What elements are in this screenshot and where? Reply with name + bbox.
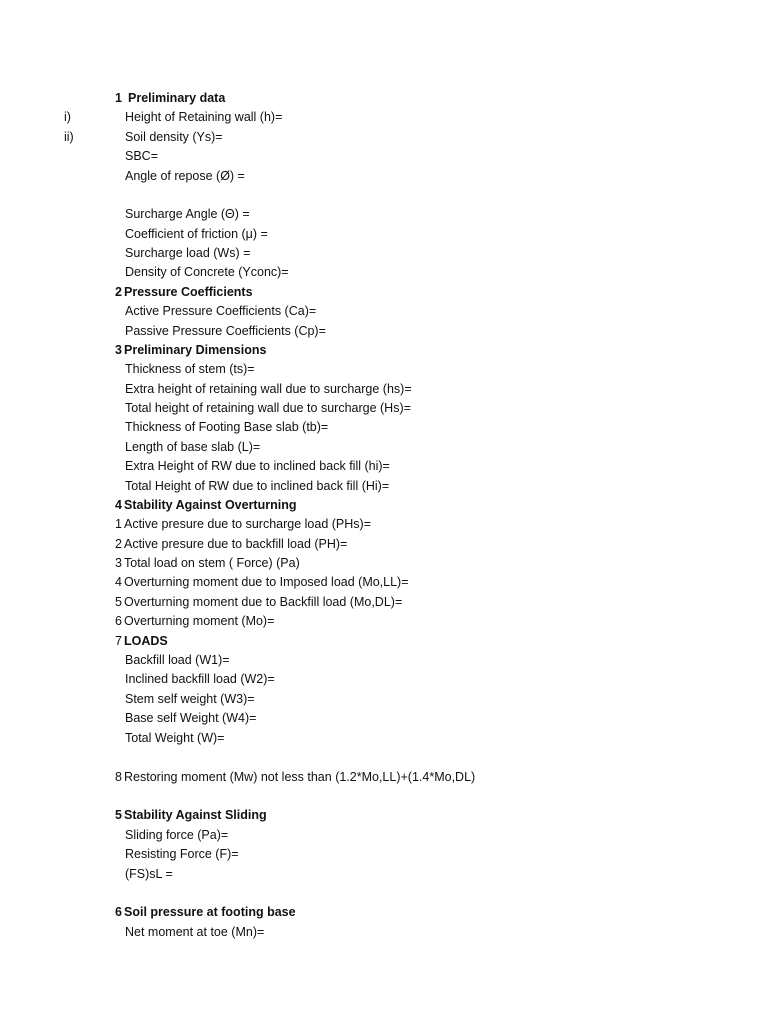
line-text: Inclined backfill load (W2)= [125,672,275,686]
line-text: Overturning moment (Mo)= [124,614,275,628]
roman-label: i) [64,110,71,124]
item-number: 4 [115,575,122,589]
section-number: 5 [115,808,122,822]
line-text: (FS)sL = [125,866,173,881]
section-number: 3 [115,342,122,357]
line-text: Surcharge load (Ws) = [125,246,251,260]
line-text: Net moment at toe (Mn)= [125,924,265,939]
line-text: Length of base slab (L)= [125,439,261,454]
section-number: 1 [115,91,122,105]
line-text: Overturning moment due to Backfill load (Mo,DL)= [124,594,403,609]
section-heading: LOADS [124,633,168,648]
line-text: Surcharge Angle (Θ) = [125,207,250,221]
section-number: 2 [115,284,122,299]
line-text: Extra Height of RW due to inclined back fill (hi)= [125,459,390,473]
section-heading: Stability Against Sliding [124,808,267,822]
item-number: 5 [115,594,122,609]
line-text: Active presure due to surcharge load (PHs)= [124,517,371,531]
roman-label: ii) [64,129,74,144]
line-text: Base self Weight (W4)= [125,711,257,725]
line-text: Restoring moment (Mw) not less than (1.2*Mo,LL)+(1.4*Mo,DL) [124,769,476,784]
line-text: Coefficient of friction (μ) = [125,226,268,241]
section-number: 7 [115,633,122,648]
section-heading: Stability Against Overturning [124,497,297,512]
line-text: Active Pressure Coefficients (Ca)= [125,304,317,318]
section-heading: Preliminary Dimensions [124,342,267,357]
line-text: Total height of retaining wall due to surcharge (Hs)= [125,401,411,415]
section-number: 8 [115,769,122,784]
line-text: Extra height of retaining wall due to surcharge (hs)= [125,381,412,396]
line-text: Density of Concrete (Yconc)= [125,265,289,279]
line-text: Active presure due to backfill load (PH)= [124,536,348,551]
line-text: Soil density (Ys)= [125,129,223,144]
section-number: 6 [115,905,122,919]
line-text: Total load on stem ( Force) (Pa) [124,556,300,570]
section-heading: Soil pressure at footing base [124,905,296,919]
line-text: Resisting Force (F)= [125,847,239,861]
line-text: Thickness of stem (ts)= [125,362,255,376]
item-number: 3 [115,556,122,570]
line-text: Overturning moment due to Imposed load (Mo,LL)= [124,575,409,589]
line-text: Passive Pressure Coefficients (Cp)= [125,323,326,338]
line-text: Height of Retaining wall (h)= [125,110,283,124]
item-number: 6 [115,614,122,628]
line-text: Angle of repose (Ø) = [125,168,245,183]
line-text: Sliding force (Pa)= [125,827,229,842]
line-text: Backfill load (W1)= [125,652,230,667]
line-text: Total Height of RW due to inclined back fill (Hi)= [125,478,390,493]
line-text: SBC= [125,149,159,163]
item-number: 2 [115,536,122,551]
section-heading: Pressure Coefficients [124,284,253,299]
line-text: Total Weight (W)= [125,730,225,745]
line-text: Thickness of Footing Base slab (tb)= [125,420,329,434]
item-number: 1 [115,517,122,531]
section-number: 4 [115,497,122,512]
section-heading: Preliminary data [128,91,226,105]
line-text: Stem self weight (W3)= [125,691,255,706]
